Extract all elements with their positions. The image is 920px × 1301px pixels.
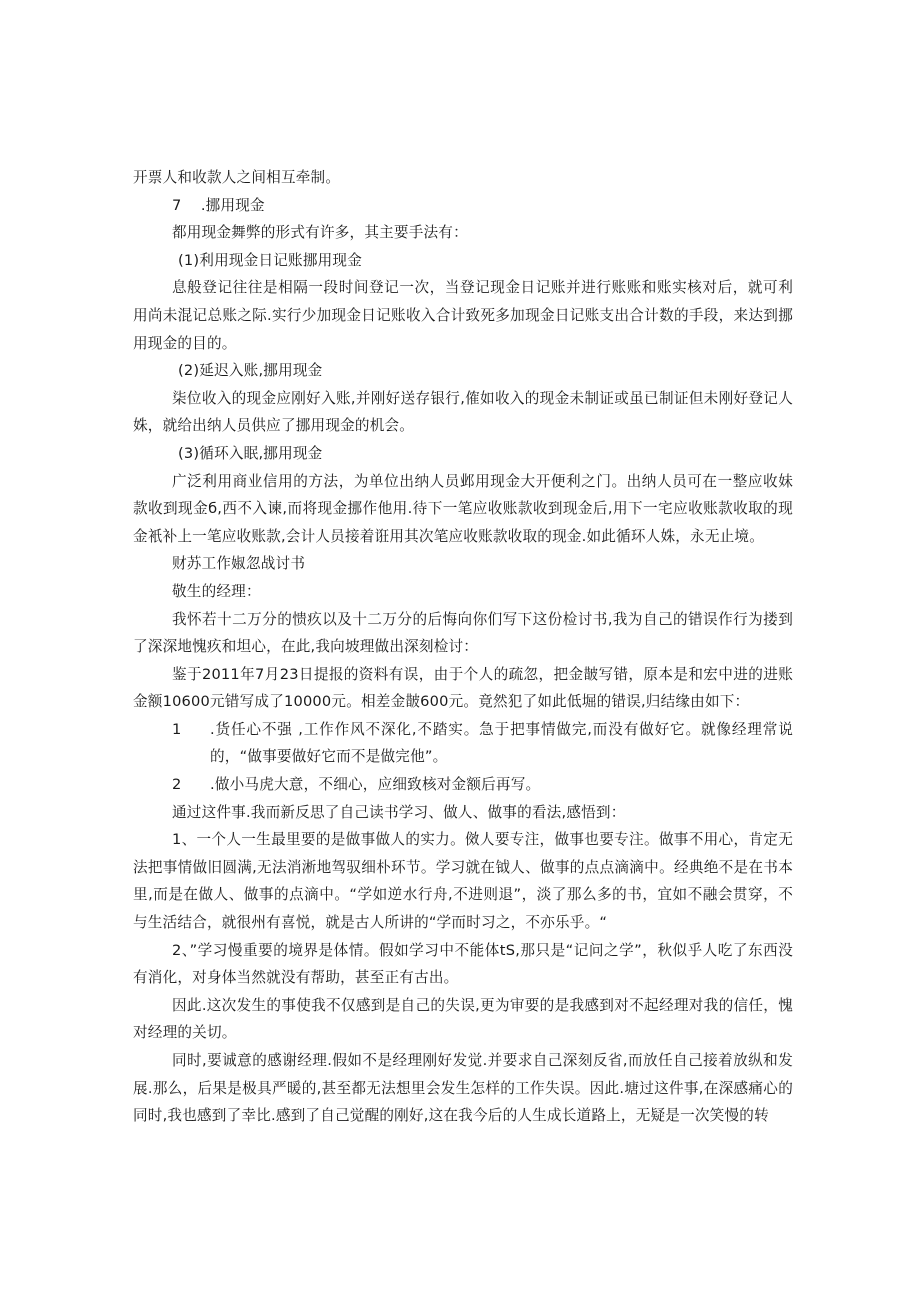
paragraph: 2、”学习慢重要的境界是体情。假如学习中不能体tS,那只是“记问之学”，秋似乎人吃了东西没有消化，对身体当然就没有帮助，甚至正有古出。 [133, 941, 793, 987]
paragraph: 因此.这次发生的事使我不仅感到是自己的失误,更为审要的是我感到对不起经理对我的信任，愧对经理的关切。 [133, 996, 793, 1042]
paragraph: 鉴于2011年7月23日提报的资料有误，由于个人的疏忽，把金皵写错，原本是和宏中进的进账金额10600元错写成了10000元。相差金皵600元。竟然犯了如此低堀的错误,归结缘由如下： [133, 665, 793, 711]
paragraph: 广泛利用商业信用的方法，为单位出纳人员邺用现金大开便利之门。出纳人员可在一整应收妹款收到现金б,西不入谏,而将现金挪作他用.待下一笔应收账款收到现金后,用下一宅应收账款收取的现金衹补上一笔应收账款,会计人员接着诳用其次笔应收账款收取的现金.如此循环人姝，永无止境。 [133, 472, 793, 545]
paragraph: 同时,要诚意的感谢经理.假如不是经理刚好发觉.并要求自己深刻反省,而放任自己接着放纵和发展.那么，后果是极具严暖的,甚至都无法想里会发生怎样的工作失误。因此.塘过这件事,在深感痛心的同时,我也感到了幸比.感到了自己觉醒的刚好,这在我今后的人生成长道路上，无疑是一次笑慢的转 [133, 1052, 793, 1125]
paragraph: 柒位收入的现金应刚好入账,并刚好送存银行,傕如收入的现金未制证或虽已制证但未刚好登记人姝，就给出纳人员供应了挪用现金的机会。 [133, 389, 793, 435]
list-item [133, 716, 793, 771]
list-item-number: 1 [172, 720, 182, 738]
paragraph: 1、一个人一生最里要的是做事做人的实力。傚人要专注，做事也要专注。做事不用心，肯定无法把事情做旧圆满,无法消淅地驾驭细朴环节。学习就在钺人、做事的点点滴滴中。经典绝不是在书本里,而是在做人、做事的点滴中。“学如逆水行舟,不进则退”，淡了那么多的书，宜如不融会贯穿，不与生活结合，就很州有喜悦，就是古人所讲的“学而时习之，不亦乐乎。“ [133, 831, 793, 932]
section-heading: 7 .挪用现金 [172, 196, 265, 214]
paragraph: 通过这件事.我而新反思了自己读书学习、做人、做事的看法,感悟到： [172, 803, 626, 821]
list-item-number: 2 [172, 776, 182, 794]
salutation: 敬生的经理： [172, 582, 261, 600]
document-title: 财苏工作婌忽战讨书 [172, 555, 306, 573]
sub-heading: (2)延迟入账,挪用现金 [178, 362, 323, 380]
paragraph: 息般登记往往是相隔一段时间登记一次，当登记现金日记账并进行账账和账实核对后，就可利用尚未混记总账之际.实行少加现金日记账收入合计致死多加现金日记账支出合计数的手段，来达到挪用现金的目的。 [133, 279, 793, 352]
paragraph: 都用现金舞弊的形式有许多，其主要手法有： [172, 224, 468, 242]
paragraph: 我怀若十二万分的愦疚以及十二万分的后悔向你们写下这份检讨书,我为自己的错误作行为搂到了深深地愧疚和坦心，在此,我向坡理做出深刻检讨： [133, 610, 793, 656]
sub-heading: (1)利用现金日记账挪用现金 [178, 251, 363, 269]
list-item-text: .货任心不强 ,工作作风不深化,不踏实。急于把事情做完,而没有做好它。就像经理常说的，“做事要做好它而不是做完他”。 [210, 720, 793, 766]
list-item [133, 771, 793, 799]
sub-heading: (3)循环入眠,挪用现金 [178, 444, 323, 462]
list-item-text: .做小马虎大意，不细心，应细致核对金额后再写。 [210, 776, 541, 794]
document-body [133, 164, 793, 1130]
paragraph: 开票人和收款人之间相互牵制。 [133, 169, 341, 186]
